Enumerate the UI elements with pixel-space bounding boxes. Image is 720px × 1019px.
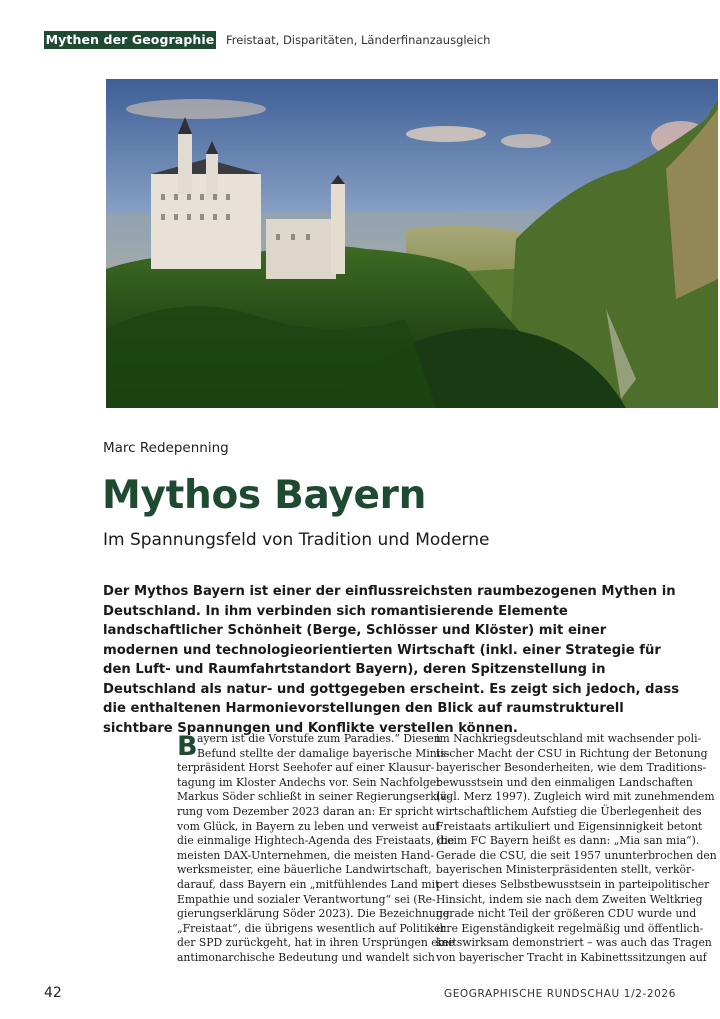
body-text-line: bayerischen Ministerpräsidenten stellt, verkör- [436,863,695,877]
body-column-right [436,732,717,966]
article-lead: Der Mythos Bayern ist einer der einflussreichsten raumbezogenen Mythen in Deutschland. In ihm verbinden sich romantisierende Elemente landschaftlicher Schönheit (Berge, Schlösser und Klöster) mit einer modernen und technologieorientierten Wirtschaft (inkl. einer Strategie für den Luft- und Raumfahrtstandort Bayern), deren Spitzenstellung in Deutschland als natur- und gottgegeben erscheint. Es zeigt sich jedoch, dass die enthaltenen Harmonievorstellungen den Blick auf raumstrukturell sichtbare Spannungen und Konflikte verstellen können. [103,584,680,736]
body-text-line: tischer Macht der CSU in Richtung der Betonung [436,746,708,760]
body-text-line: darauf, dass Bayern ein „mitfühlendes Land mit [177,877,440,891]
body-text-line: (beim FC Bayern heißt es dann: „Mia san mia“). [436,834,700,848]
section-tag: Mythen der Geographie [45,32,215,47]
body-text-line: „Freistaat“, die übrigens wesentlich auf Politiker [177,921,446,935]
body-text-line: der SPD zurückgeht, hat in ihren Ursprüngen eine [177,936,455,950]
body-text-line: Markus Söder schließt in seiner Regierungserklä- [177,790,451,804]
body-text-line: bayerischer Besonderheiten, wie dem Traditions- [436,761,707,775]
body-text-line: rung vom Dezember 2023 daran an: Er spricht [177,804,434,818]
body-text-line: tagung im Kloster Andechs vor. Sein Nachfolger [177,775,442,789]
body-text-line: Gerade die CSU, die seit 1957 ununterbrochen den [436,848,717,862]
author-name: Marc Redepenning [103,440,229,456]
body-text-line: gierungserklärung Söder 2023). Die Bezeichnung [177,907,450,921]
journal-name: GEOGRAPHISCHE RUNDSCHAU 1/2-2026 [443,988,676,1000]
body-text-line: im Nachkriegsdeutschland mit wachsender poli- [436,732,702,745]
body-text-line: die einmalige Hightech-Agenda des Freistaats, die [177,834,455,848]
hero-image [106,79,718,408]
body-text-line: Befund stellte der damalige bayerische Minis- [197,746,450,760]
article-title: Mythos Bayern [102,473,427,518]
section-topics: Freistaat, Disparitäten, Länderfinanzausgleich [226,33,491,47]
body-text-line: Hinsicht, indem sie nach dem Zweiten Weltkrieg [436,892,703,906]
body-text-line: antimonarchische Bedeutung und wandelt sich [177,950,435,964]
castle-landscape-photo [106,79,718,408]
body-text-line: von bayerischer Tracht in Kabinettssitzungen auf [436,950,707,964]
body-text-line: gerade nicht Teil der größeren CDU wurde und [436,907,697,921]
body-text-line: (vgl. Merz 1997). Zugleich wird mit zunehmendem [436,790,715,804]
body-text-line: werksmeister, eine bäuerliche Landwirtschaft, [177,863,432,877]
body-text-line: pert dieses Selbstbewusstsein in parteipolitischer [436,877,710,891]
body-column-left [177,732,455,966]
body-text-line: ayern ist die Vorstufe zum Paradies.“ Diesen [197,732,441,745]
body-text-line: Freistaats artikuliert und Eigensinnigkeit betont [436,819,703,833]
drop-cap: B [177,731,198,762]
body-text-line: Empathie und sozialer Verantwortung“ sei (Re- [177,892,436,906]
page-number: 42 [44,985,62,1001]
body-text-line: wirtschaftlichem Aufstieg die Überlegenheit des [436,804,702,818]
body-text-line: meisten DAX-Unternehmen, die meisten Hand- [177,848,435,862]
body-text-line: vom Glück, in Bayern zu leben und verweist auf [177,819,440,833]
body-text-line: bewusstsein und den einmaligen Landschaften [436,775,693,789]
body-text-line: terpräsident Horst Seehofer auf einer Klausur- [177,761,435,775]
body-text-line: keitswirksam demonstriert – was auch das Tragen [436,936,712,950]
body-text-line: ihre Eigenständigkeit regelmäßig und öffentlich- [436,921,704,935]
article-subtitle: Im Spannungsfeld von Tradition und Moderne [103,530,490,550]
